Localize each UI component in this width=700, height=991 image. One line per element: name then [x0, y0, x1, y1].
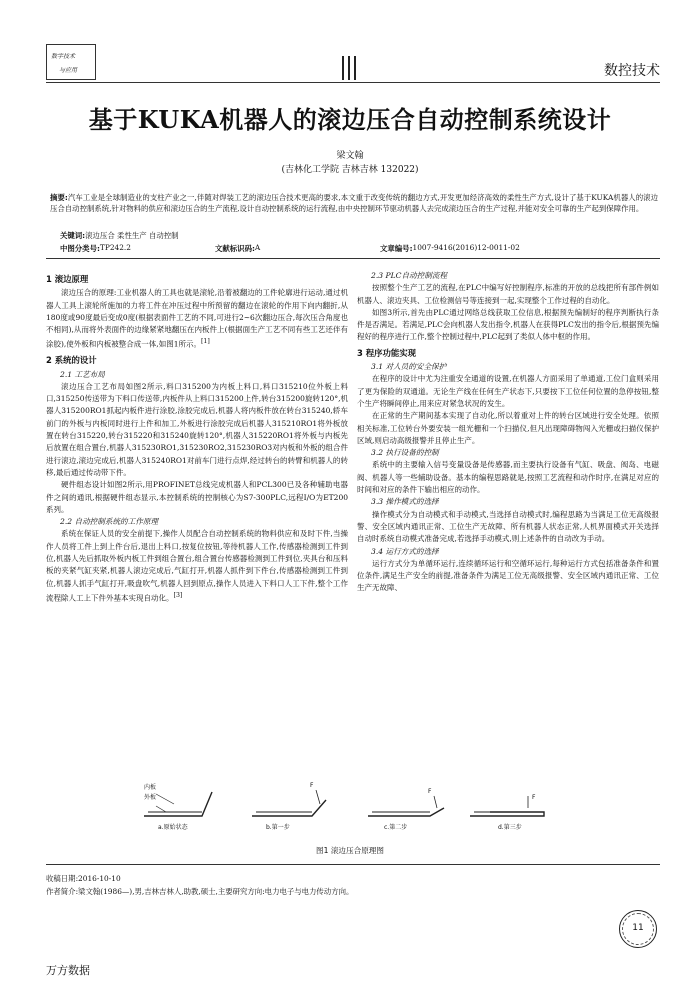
paragraph: 在正常的生产期间基本实现了自动化,所以着重对上件的转台区域进行安全处理。依照相关标准,工位转台外要安装一组光栅和一个扫描仪,但凡出现障碍物闯入光栅或扫描仪保护区域,则启动高级报警并且停止生产。	[357, 411, 659, 445]
page-number: 11	[632, 923, 644, 933]
heading-3-3: 3.3 操作模式的选择	[371, 497, 439, 507]
heading-2: 2 系统的设计	[46, 355, 97, 366]
paragraph: 硬件组态设计如图2所示,用PROFINET总线完成机器人和PCL300已及各种辅助电器件之间的通讯,根据硬件组态显示,本控制系统的控制核心为S7-300PLC,远程I/O为ET200系列。	[46, 480, 348, 514]
heading-3-4: 3.4 运行方式的选择	[371, 546, 439, 556]
article-no-value: 1007-9416(2016)12-0011-02	[412, 243, 520, 252]
reference: [3]	[173, 591, 183, 599]
heading-1: 1 滚边原理	[46, 274, 89, 284]
clc-label: 中图分类号:	[60, 244, 100, 253]
page-number-badge	[619, 910, 657, 948]
force-label-b: F	[310, 782, 314, 789]
heading-3-1: 3.1 对人员的安全保护	[371, 362, 447, 372]
paragraph: 滚边压合工艺布局如图2所示,料口315200为内板上料口,料口315210位外板上料口,315250传送带为下料口传送带,内板件从上料口315200上件,转台315200旋转120°,机器人315200RO1抓起内板件进行涂胶,涂胶完成后,机器人将内板件放在转台315240,轿车前门的外板与内板同时进行上件和加工,外板进行涂胶完成后机器人315210RO1将外板放置在转台315220,转台315220和315240旋转120°,机器人315220RO1将外板与内板先后放置在组合置台,机器人315230RO1,315230RO2,315230RO3对内板和外板的组合件进行滚边,滚边完成后,机器人315240RO1对前车门进行点焊,经过转台的转臂和机器人的转移,最后通过传动带下件。	[46, 381, 348, 477]
subcaption-b: b.第一步	[266, 824, 290, 831]
heading-3: 3 程序功能实现	[357, 347, 416, 358]
paper-title: 基于KUKA机器人的滚边压合自动控制系统设计	[88, 105, 612, 134]
right-column	[357, 270, 659, 595]
figure-caption: 图1 滚边压合原理图	[316, 846, 384, 855]
subcaption-d: d.第三步	[498, 824, 522, 831]
paragraph: 运行方式分为单循环运行,连续循环运行和空循环运行,每种运行方式包括准备条件和置位条件,满足生产安全的前提,准备条件为满足工位无高级报警、安全区域内通讯正常、工位生产无故障、	[357, 558, 659, 593]
author-bio: 作者简介:梁文翰(1986—),男,吉林吉林人,助教,硕士,主要研究方向:电力电子与电力传动方向。	[46, 887, 354, 896]
paragraph: 操作模式分为自动模式和手动模式,当选择自动模式时,编程思路为当满足工位无高级报警、安全区域内通讯正常、工位生产无故障、所有机器人状态正常,人机界面模式开关选择自动时系统自动模式准备完成,若选择手动模式,则上述条件的自动改为手动。	[357, 509, 659, 544]
abstract-label: 摘要:	[50, 193, 68, 202]
doc-code-label: 文献标识码:	[215, 244, 255, 253]
doc-code-value: A	[254, 243, 261, 252]
panel-c	[368, 796, 444, 816]
meta-divider	[46, 258, 660, 259]
keywords	[60, 230, 658, 241]
keywords-label: 关键词:	[60, 231, 86, 240]
keywords-text: 滚边压合 柔性生产 自动控制	[85, 231, 179, 240]
subcaption-a: a.原始状态	[158, 824, 188, 831]
header-divider	[46, 82, 660, 83]
label-outer-plate: 外板	[144, 794, 157, 801]
section-name: 数控技术	[604, 63, 660, 79]
abstract-text: 汽车工业是全球制造业的支柱产业之一,伴随对焊装工艺的滚边压合技术更高的要求,本文重于改变传统的翻边方式,开发更加经济高效的柔性生产方式,设计了基于KUKA机器人的滚边压合自动控制系统,针对物料的供应和滚边压合的生产流程,设计自动控制系统的运行流程,由中央控制环节驱动机器人去完成滚边压合的生产过程,并能对安全可靠的生产起到保障作用。	[50, 193, 658, 213]
paragraph: 系统中的主要输入信号变量设备是传感器,而主要执行设备有气缸、吸盘、阀岛、电磁阀、机器人等一些辅助设备。基本的编程思路就是,按照工艺流程和动作时序,在满足对应的时间和对应的条件下输出相应的动作。	[357, 460, 659, 495]
header-decoration	[342, 56, 358, 80]
received-date: 收稿日期:2016-10-10	[46, 874, 121, 883]
figure-1	[140, 782, 560, 840]
paragraph: 按照整个生产工艺的流程,在PLC中编写好控制程序,标准的开放的总线把所有部件例如机器人、滚边夹具、工位检测信号等连接到一起,实现整个工作过程的自动化。	[357, 283, 659, 305]
heading-3-2: 3.2 执行设备的控制	[371, 448, 439, 458]
footnote-divider	[46, 864, 660, 865]
journal-logo-line1: 数字技术	[51, 53, 76, 60]
subcaption-c: c.第二步	[384, 824, 408, 831]
reference: [1]	[200, 338, 210, 346]
heading-2-2: 2.2 自动控制系统的工作原理	[60, 517, 159, 527]
classification-row	[60, 243, 658, 254]
journal-logo	[46, 44, 96, 80]
author: 梁文翰	[336, 151, 364, 161]
watermark: 万方数据	[46, 964, 90, 977]
article-no-label: 文章编号:	[380, 244, 413, 253]
paragraph: 系统在保证人员的安全前提下,操作人员配合自动控制系统的物料供应和及时下件,当操作人员将工件上到上件台后,退出上料口,按复位按钮,等待机器人工作,传感器检测到工件到位,机器人先后抓取外板内板工件到组合置台,组合置台传感器检测到工件到位,夹具台和压料板的夹紧气缸夹紧,机器人滚边完成后,气缸打开,机器人抓件到下件台,传感器检测到工件到位,机器人抓手气缸打开,吸盘吹气,机器人回到原点,操作人员进入下料口人工下件,整个工作流程除人工上下件外基本实现自动化。[3]	[46, 529, 348, 603]
hemming-diagram	[140, 790, 560, 822]
panel-b	[252, 790, 326, 816]
heading-2-1: 2.1 工艺布局	[60, 369, 105, 379]
paragraph: 滚边压合的原理:工业机器人的工具也就是滚轮,沿着被翻边的工件轮廓进行运动,通过机器人工具上滚轮所施加的力将工件在冲压过程中所预留的翻边在滚轮的作用下向内翻折,从180度或90度最后变成0度(根据表面件工艺的不同,可进行2~6次翻边压合,每次压合角度也不相同),从而将外表面件的边缘紧紧地翻压在内板件上(根据面生产工艺不同有些工艺还伴有涂胶),使外板和内板被整合成一体,如图1所示。[1]	[46, 288, 348, 349]
heading-2-3: 2.3 PLC自动控制流程	[371, 271, 448, 280]
abstract	[50, 192, 658, 214]
affiliation: (吉林化工学院 吉林吉林 132022)	[281, 165, 419, 175]
paragraph: 如图3所示,首先由PLC通过网络总线获取工位信息,根据预先编制好的程序判断执行条件是否满足。若满足,PLC会向机器人发出指令,机器人在获得PLC发出的指令后,根据预先编程好的程序进行工作,整个控制过程中,PLC起到了类似人体中枢的作用。	[357, 307, 659, 342]
clc-value: TP242.2	[99, 243, 131, 252]
left-column	[46, 270, 348, 605]
force-label-c: F	[428, 788, 432, 795]
paragraph: 在程序的设计中尤为注重安全通道的设置,在机器人方面采用了单通道,工位门盒则采用了更为保险的双通道。无论生产线在任何生产状态下,只要按下工位任何位置的急停按钮,整个生产将瞬间停止,用来应对紧急状况的发生。	[357, 374, 659, 408]
journal-logo-line2: 与应用	[59, 67, 78, 74]
label-inner-plate: 内板	[144, 784, 157, 791]
force-label-d: F	[532, 794, 536, 801]
